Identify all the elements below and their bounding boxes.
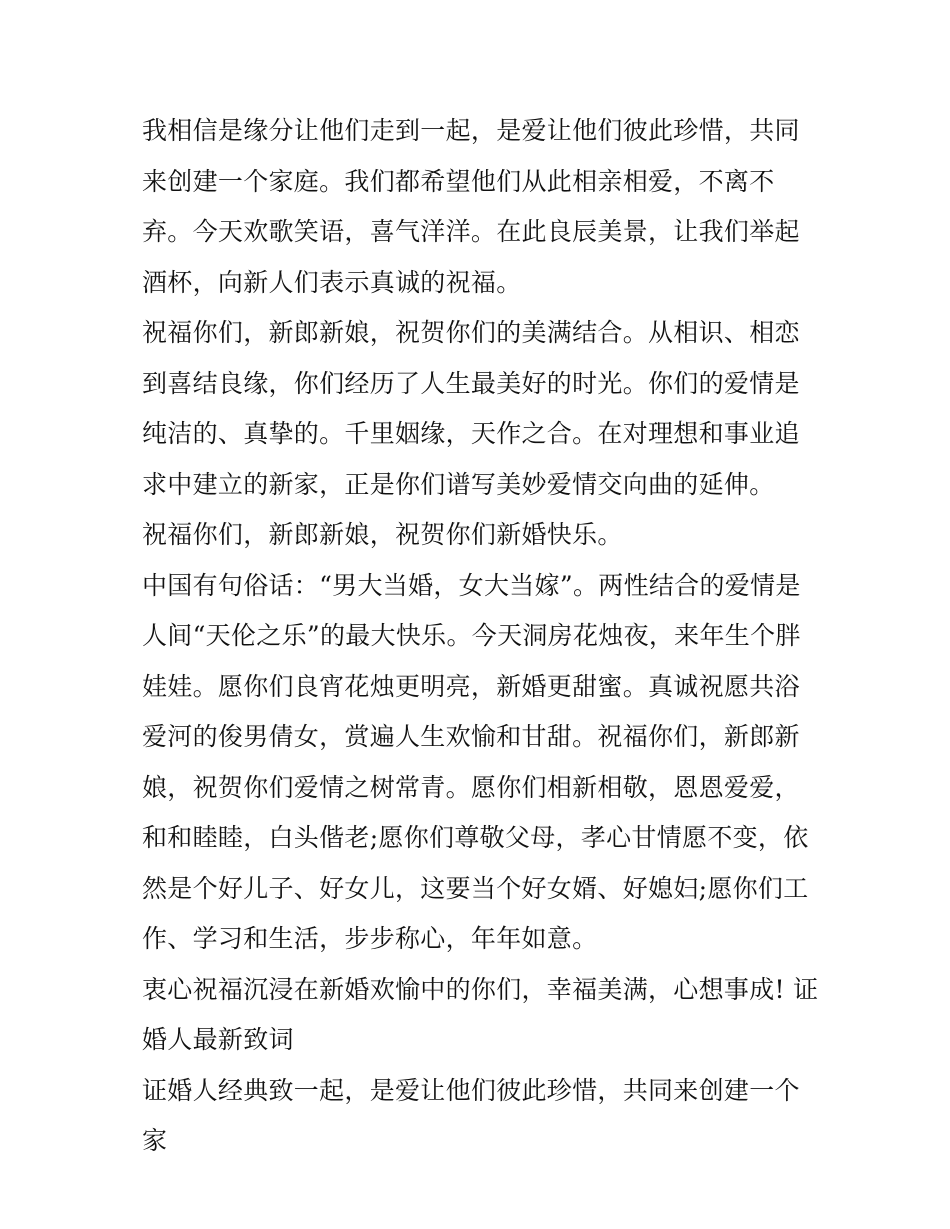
- paragraph-3: 祝福你们，新郎新娘，祝贺你们新婚快乐。: [142, 520, 623, 549]
- paragraph-6: 证婚人经典致一起，是爱让他们彼此珍惜，共同来创建一个家: [142, 1075, 800, 1155]
- paragraph-5: 衷心祝福沉浸在新婚欢愉中的你们，幸福美满，心想事成! 证婚人最新致词: [142, 974, 819, 1054]
- paragraph-4: 中国有句俗话：“男大当婚，女大当嫁”。两性结合的爱情是人间“天伦之乐”的最大快乐。今天洞房花烛夜，来年生个胖娃娃。愿你们良宵花烛更明亮，新婚更甜蜜。真诚祝愿共浴爱河的俊男倩女，赏遍人生欢愉和甘甜。祝福你们，新郎新娘，祝贺你们爱情之树常青。愿你们相新相敬，恩恩爱爱，和和睦睦，白头偕老;愿你们尊敬父母，孝心甘情愿不变，依然是个好儿子、好女儿，这要当个好女婿、好媳妇;愿你们工作、学习和生活，步步称心，年年如意。: [142, 570, 809, 953]
- paragraph-1: 我相信是缘分让他们走到一起，是爱让他们彼此珍惜，共同来创建一个家庭。我们都希望他们从此相亲相爱，不离不弃。今天欢歌笑语，喜气洋洋。在此良辰美景，让我们举起酒杯，向新人们表示真诚的祝福。: [142, 116, 800, 297]
- document-body: [142, 106, 822, 1167]
- paragraph-2: 祝福你们，新郎新娘，祝贺你们的美满结合。从相识、相恋到喜结良缘，你们经历了人生最美好的时光。你们的爱情是纯洁的、真挚的。千里姻缘，天作之合。在对理想和事业追求中建立的新家，正是你们谱写美妙爱情交向曲的延伸。: [142, 318, 800, 499]
